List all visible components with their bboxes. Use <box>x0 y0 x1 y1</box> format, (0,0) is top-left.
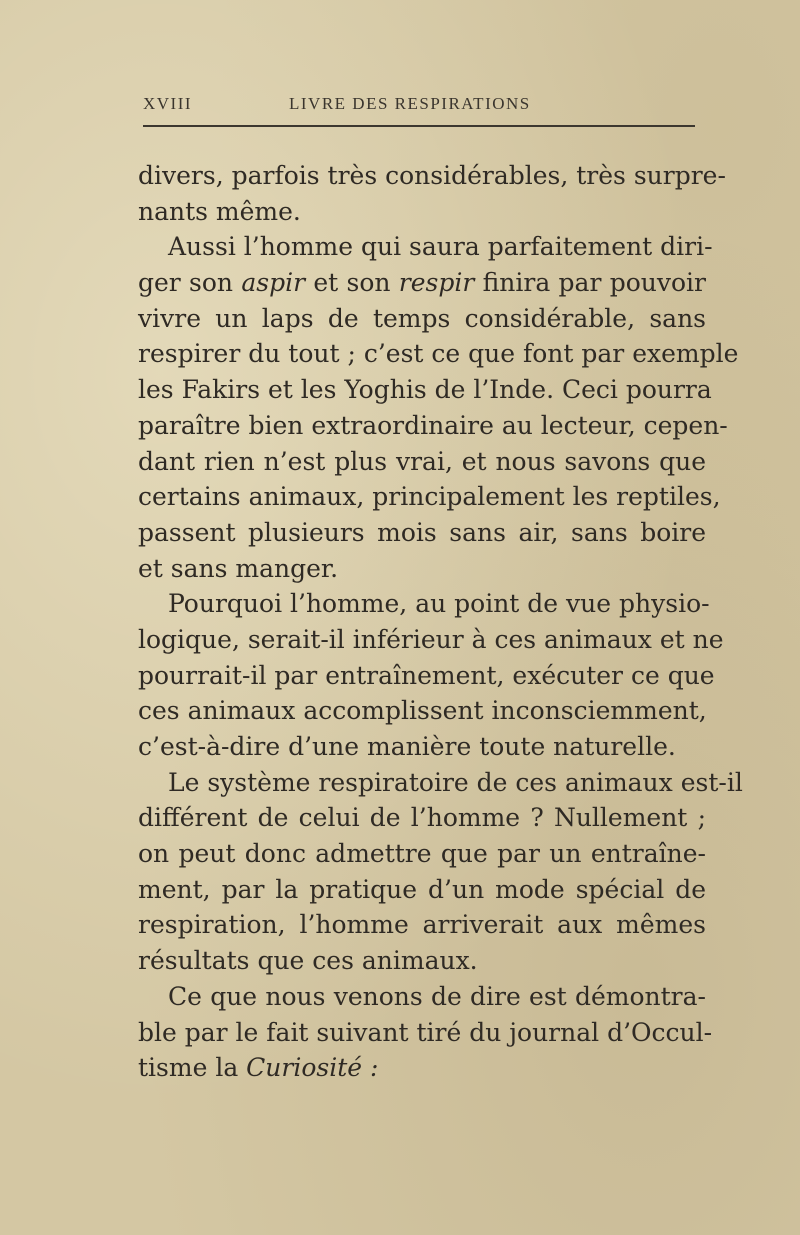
text-line: passent plusieurs mois sans air, sans boire <box>138 517 706 547</box>
text-line: on peut donc admettre que par un entraîne- <box>138 839 706 869</box>
italic-title: Curiosité : <box>246 1053 379 1083</box>
text-run: tisme la <box>138 1053 247 1083</box>
text-line: ment, par la pratique d’un mode spécial de <box>138 874 706 904</box>
text-line: les Fakirs et les Yoghis de l’Inde. Ceci pourra <box>138 375 712 405</box>
text-line: c’est-à-dire d’une manière toute naturelle. <box>138 732 676 761</box>
text-line: dant rien n’est plus vrai, et nous savons que <box>138 446 706 476</box>
text-line: résultats que ces animaux. <box>138 946 478 976</box>
text-line: respirer du tout ; c’est ce que font par exemple <box>138 339 739 369</box>
page-number: XVIII <box>143 94 193 113</box>
running-head <box>143 94 695 116</box>
text-line: et sans manger. <box>138 553 339 583</box>
text-run: finira par pouvoir <box>474 268 706 298</box>
text-line: logique, serait-il inférieur à ces animaux et ne <box>138 624 724 654</box>
text-line <box>138 265 706 301</box>
italic-term: respir <box>398 268 475 298</box>
header-rule <box>143 125 695 127</box>
body-text <box>138 158 743 1086</box>
text-line: différent de celui de l’homme ? Nullement ; <box>138 803 706 833</box>
text-line: nants même. <box>138 196 301 226</box>
paragraph-start-line: Aussi l’homme qui saura parfaitement diri- <box>168 232 713 262</box>
text-line: divers, parfois très considérables, très surpre- <box>138 161 726 190</box>
text-run: et son <box>305 268 399 298</box>
text-line: pourrait-il par entraînement, exécuter ce que <box>138 660 715 690</box>
text-run: ger son <box>138 268 242 298</box>
paragraph-start-line: Pourquoi l’homme, au point de vue physio- <box>168 589 710 619</box>
text-line: respiration, l’homme arriverait aux mêmes <box>138 910 706 940</box>
text-line: ces animaux accomplissent inconsciemment, <box>138 696 707 726</box>
text-line: certains animaux, principalement les reptiles, <box>138 482 721 512</box>
paragraph-start-line: Ce que nous venons de dire est démontra- <box>168 981 706 1011</box>
text-line: paraître bien extraordinaire au lecteur, cepen- <box>138 410 728 440</box>
text-line: vivre un laps de temps considérable, sans <box>138 303 706 333</box>
text-line: ble par le fait suivant tiré du journal d’Occul- <box>138 1017 713 1047</box>
text-line <box>138 1050 706 1086</box>
running-title: LIVRE DES RESPIRATIONS <box>289 94 531 113</box>
italic-term: aspir <box>241 268 306 298</box>
paragraph-start-line: Le système respiratoire de ces animaux est-il <box>168 767 743 797</box>
